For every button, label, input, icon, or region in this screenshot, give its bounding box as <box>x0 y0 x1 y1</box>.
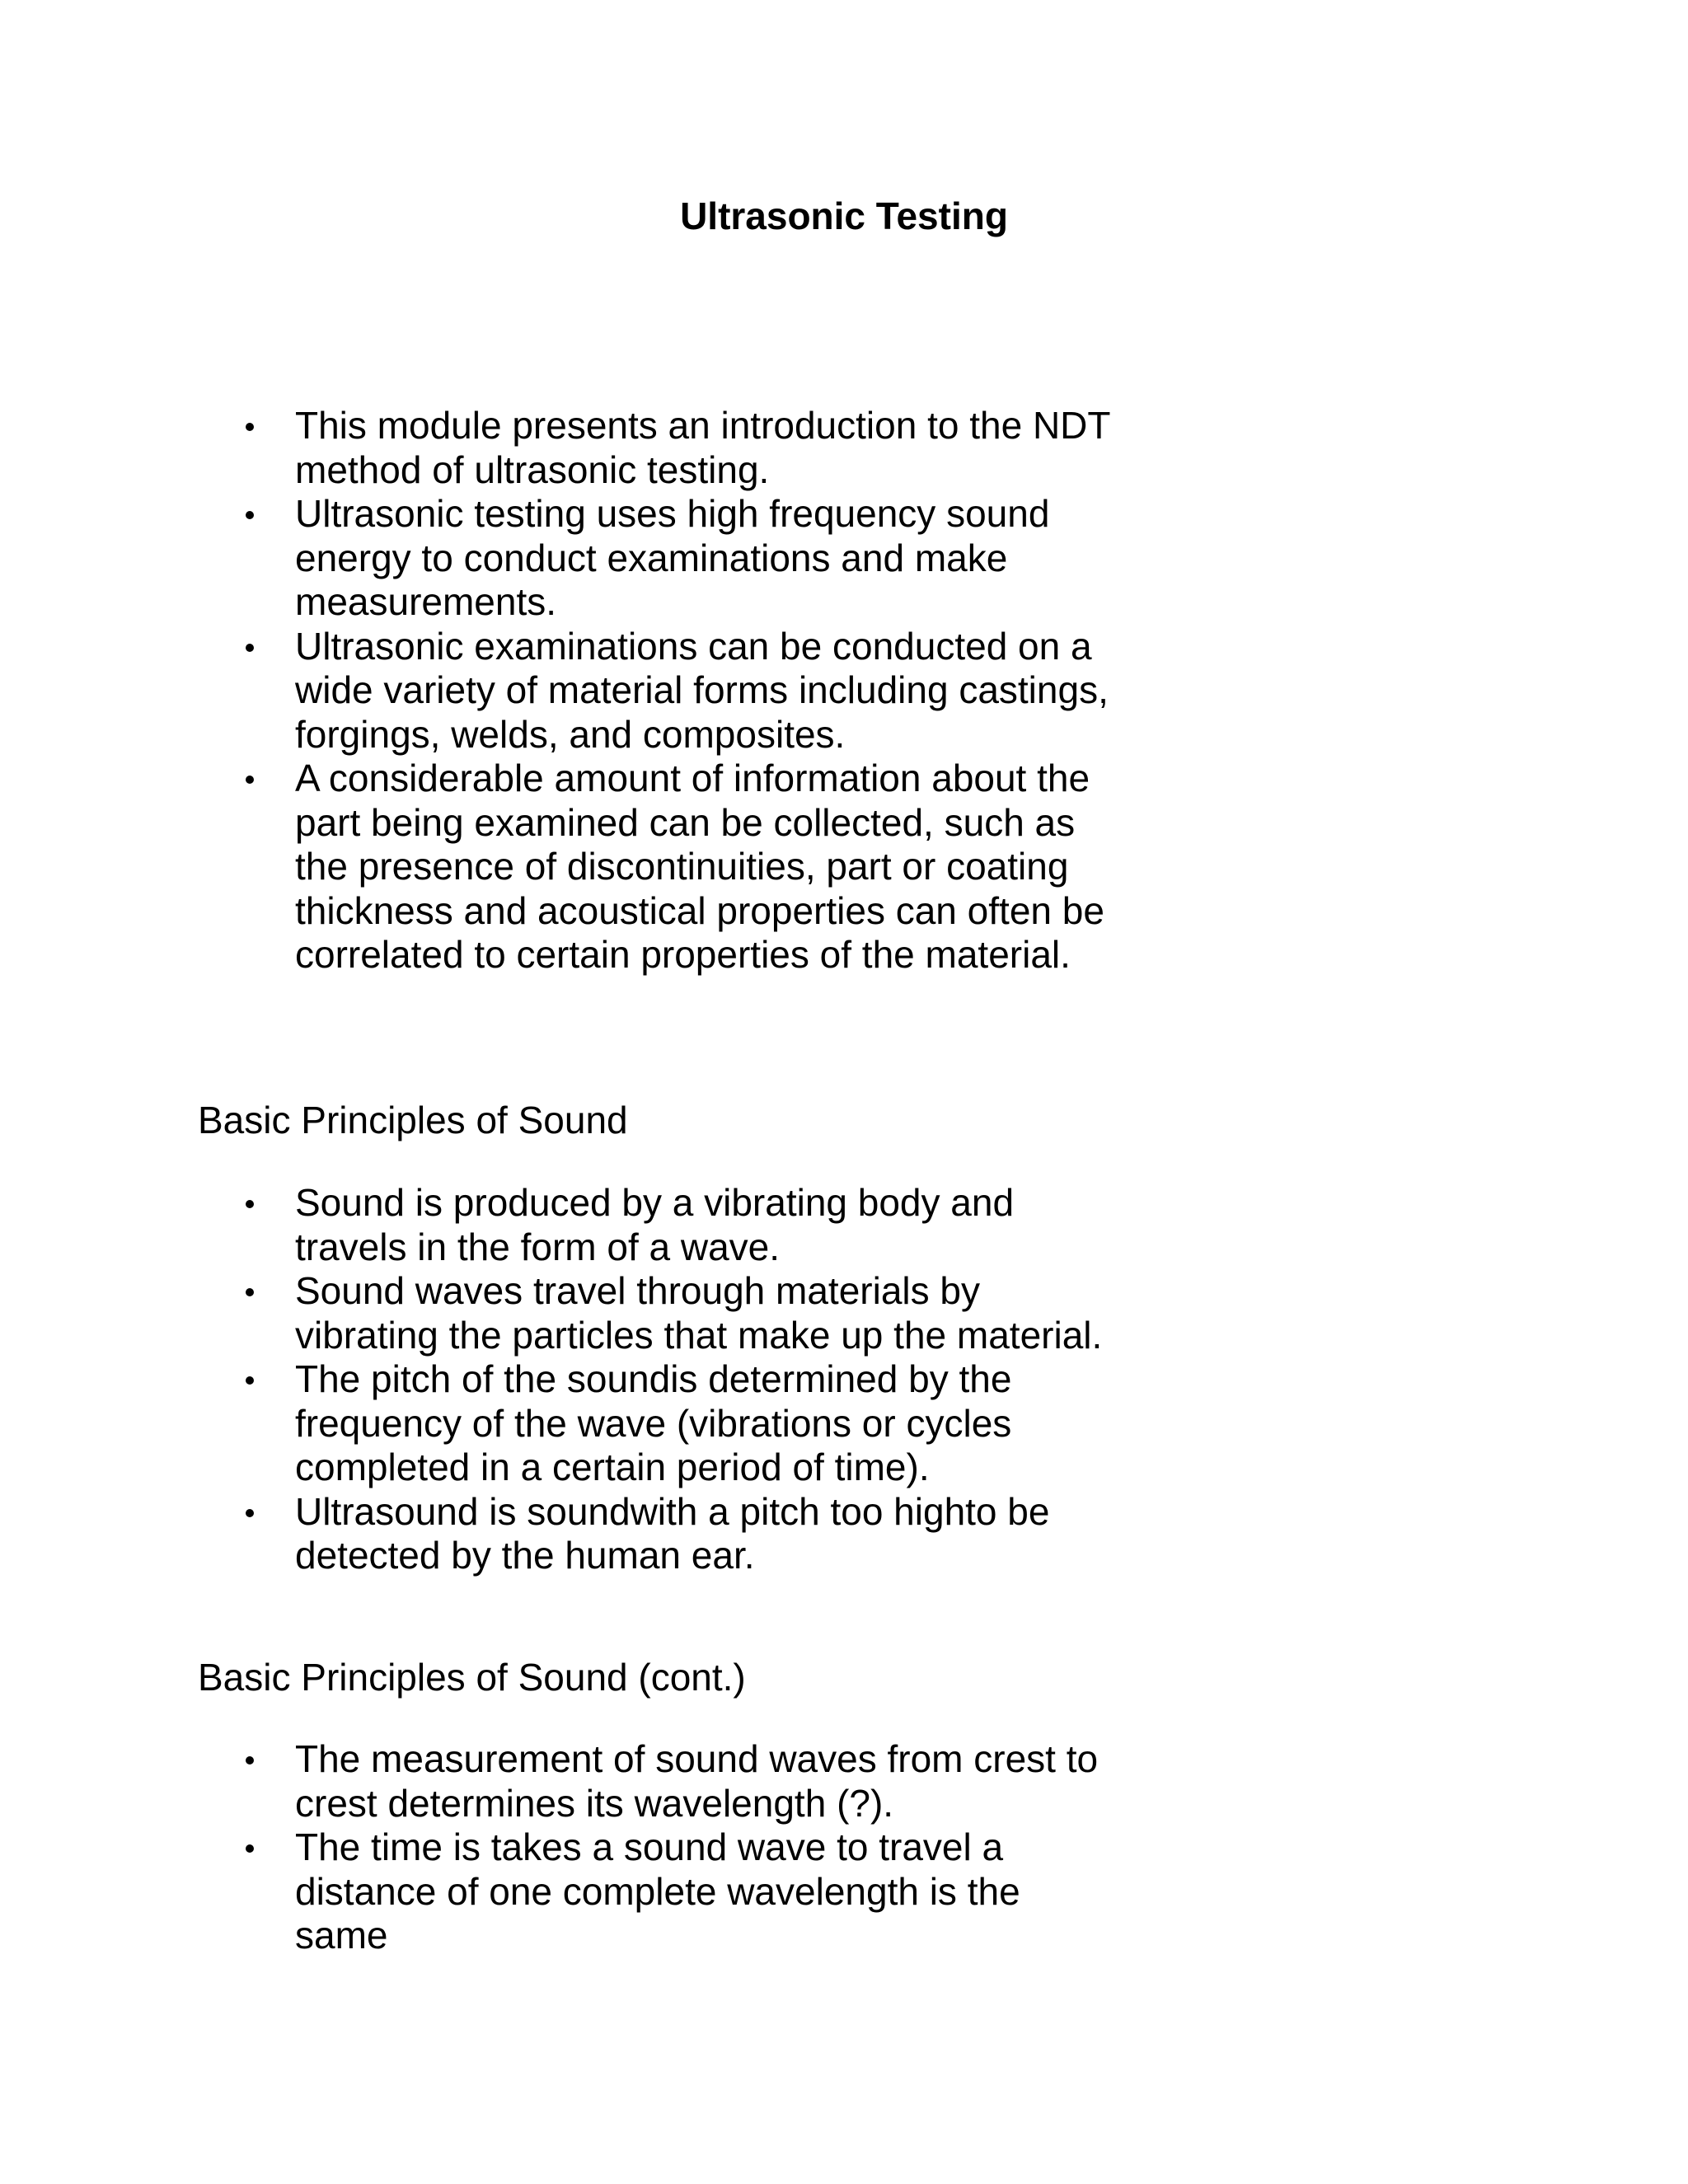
bullet-icon <box>246 1844 254 1853</box>
list-item <box>198 1737 1119 1825</box>
list-item-text: A considerable amount of information about the part being examined can be collected, such as the presence of discontinuities, part or coating thickness and acoustical properties can often be correlated to certain properties of the material. <box>295 757 1104 976</box>
bullet-icon <box>246 1376 254 1385</box>
section-heading-basic-principles-cont: Basic Principles of Sound (cont.) <box>198 1656 746 1699</box>
bullet-icon <box>246 511 254 519</box>
section-heading-basic-principles: Basic Principles of Sound <box>198 1099 628 1141</box>
document-title <box>0 191 1688 241</box>
intro-bullet-list <box>198 404 1187 977</box>
list-item-text: This module presents an introduction to the NDT method of ultrasonic testing. <box>295 404 1110 491</box>
list-item <box>198 1269 1119 1357</box>
list-item-text: The time is takes a sound wave to travel a distance of one complete wavelength is the same <box>295 1825 1020 1957</box>
list-item <box>198 757 1119 977</box>
document-title-text: Ultrasonic Testing <box>680 194 1008 237</box>
list-item-text: Ultrasonic examinations can be conducted on a wide variety of material forms including castings, forgings, welds, and composites. <box>295 624 1109 756</box>
list-item-text: Sound is produced by a vibrating body and travels in the form of a wave. <box>295 1181 1015 1268</box>
bullet-icon <box>246 1200 254 1208</box>
list-item <box>198 625 1119 757</box>
bullet-icon <box>246 776 254 784</box>
list-item <box>198 1825 1119 1958</box>
section2-bullet-list <box>198 1737 1187 1958</box>
list-item-text: Ultrasound is soundwith a pitch too highto be detected by the human ear. <box>295 1489 1050 1577</box>
bullet-icon <box>246 1756 254 1765</box>
list-item <box>198 1181 1119 1269</box>
bullet-icon <box>246 644 254 652</box>
list-item-text: Ultrasonic testing uses high frequency sound energy to conduct examinations and make measurements. <box>295 492 1050 623</box>
bullet-icon <box>246 1509 254 1517</box>
bullet-icon <box>246 423 254 431</box>
list-item <box>198 404 1119 492</box>
list-item-text: The pitch of the soundis determined by the frequency of the wave (vibrations or cycles completed in a certain period of time). <box>295 1357 1012 1488</box>
list-item <box>198 1357 1119 1490</box>
list-item-text: The measurement of sound waves from crest to crest determines its wavelength (?). <box>295 1737 1099 1825</box>
bullet-icon <box>246 1288 254 1296</box>
section1-bullet-list <box>198 1181 1187 1578</box>
list-item <box>198 1490 1119 1578</box>
list-item <box>198 492 1119 625</box>
list-item-text: Sound waves travel through materials by vibrating the particles that make up the material. <box>295 1269 1103 1357</box>
